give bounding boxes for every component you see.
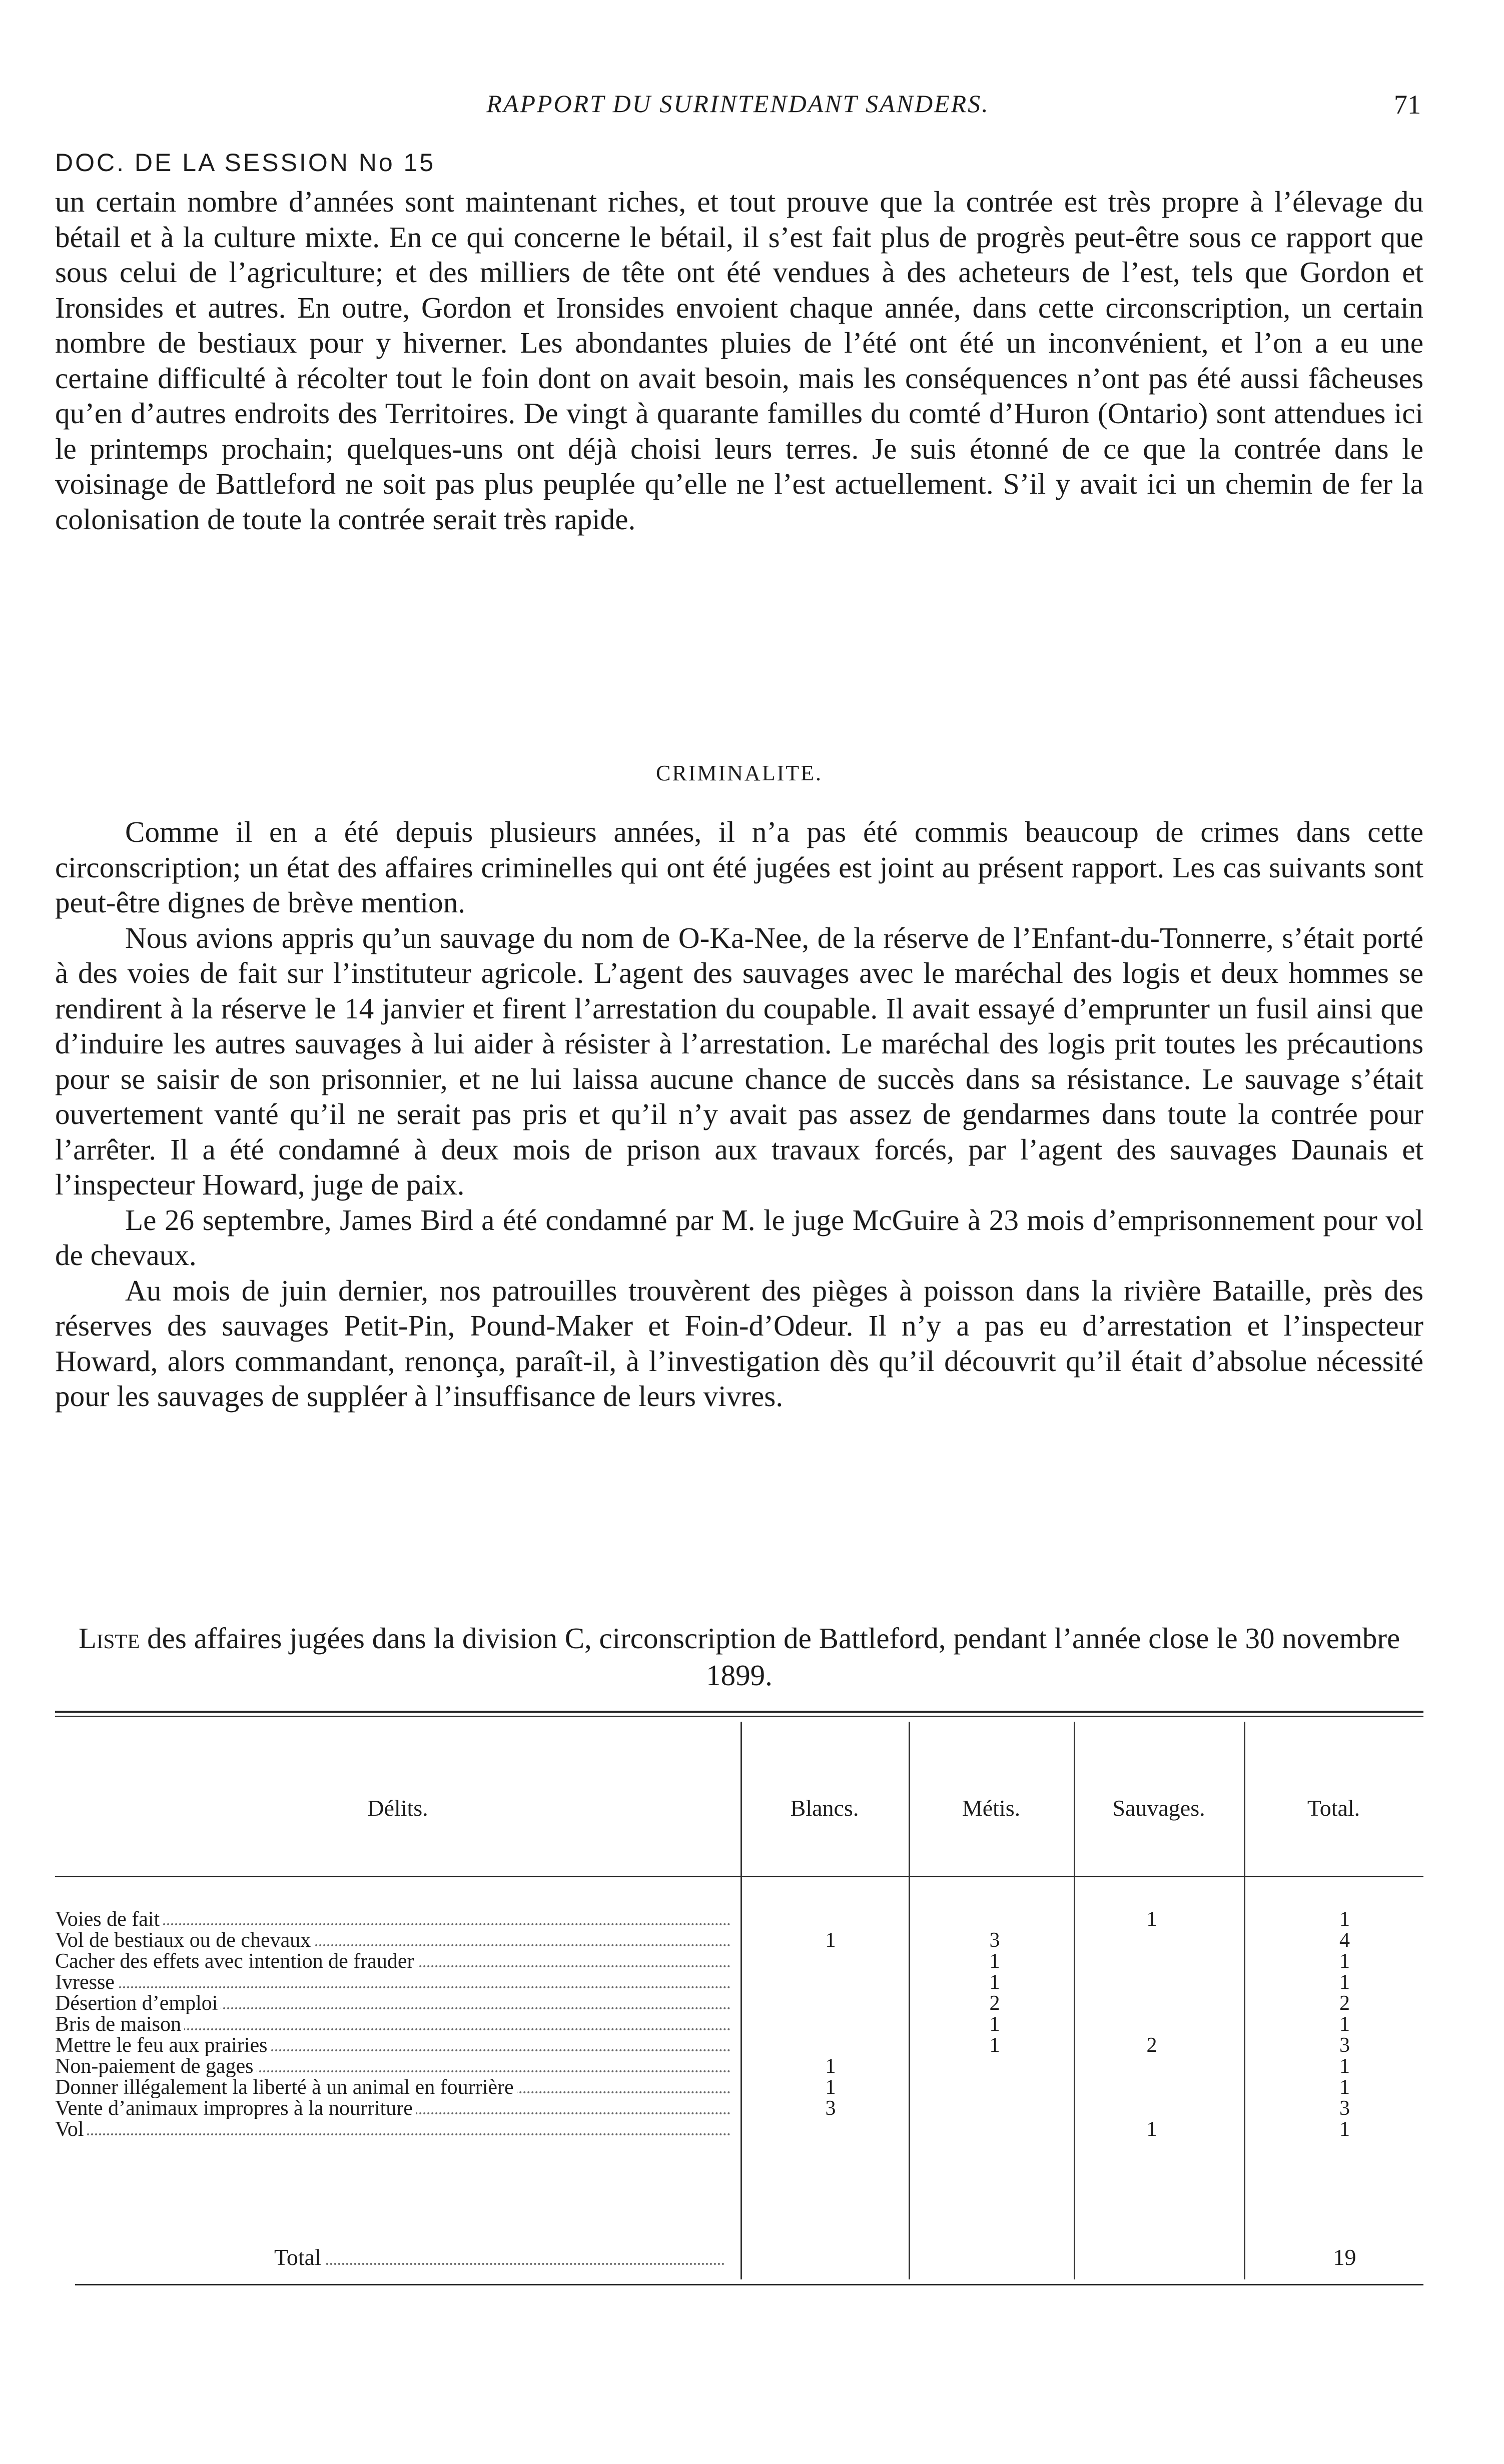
total-value: 19	[1333, 2244, 1356, 2270]
cell-total: 3	[1339, 2097, 1350, 2120]
cell-total: 1	[1339, 2118, 1350, 2141]
cell-blancs: 3	[825, 2097, 836, 2120]
criminalite-paragraph: Nous avions appris qu’un sauvage du nom de O-Ka-Nee, de la réserve de l’Enfant-du-Tonnerre, s’était porté à des voies de fait sur l’instituteur agricole. L’agent des sauvages avec le maréchal des logis et deux hommes se rendirent à la réserve le 14 janvier et firent l’arrestation du coupable. Il avait essayé d’emprunter un fusil ainsi que d’induire les autres sauvages à lui aider à résister à l’arrestation. Le maréchal des logis prit toutes les précautions pour se saisir de son prisonnier, et ne lui laissa aucune chance de succès dans sa résistance. Le sauvage s’était ouvertement vanté qu’il ne serait pas pris et qu’il n’y avait pas assez de gendarmes dans toute la contrée pour l’arrêter. Il a été condamné à deux mois de prison aux travaux forcés, par l’agent des sauvages Daunais et l’inspecteur Howard, juge de paix.	[55, 921, 1423, 1201]
cell-total: 1	[1339, 2076, 1350, 2099]
row-label: Vol	[55, 2119, 87, 2140]
criminalite-paragraph: Au mois de juin dernier, nos patrouilles trouvèrent des pièges à poisson dans la rivière Bataille, près des réserves des sauvages Petit-Pin, Pound-Maker et Foin-d’Odeur. Il n’y a pas eu d’arrestation et l’inspecteur Howard, alors commandant, renonça, paraît-il, à l’investigation dès qu’il découvrit qu’il était d’absolue nécessité pour les sauvages de suppléer à l’insuffisance de leurs vivres.	[55, 1274, 1423, 1413]
cell-metis: 1	[989, 1950, 1000, 1973]
row-label: Ivresse	[55, 1972, 118, 1993]
table-caption-rest: des affaires jugées dans la division C, circonscription de Battleford, pendant l’année close le 30 novembre 1899.	[140, 1622, 1400, 1692]
criminalite-text	[55, 814, 1423, 1414]
header-sauvages: Sauvages.	[1112, 1795, 1205, 1821]
table-body	[55, 1909, 1423, 2140]
table-caption-lead: Liste	[78, 1622, 140, 1655]
row-label: Vol de bestiaux ou de chevaux	[55, 1930, 314, 1951]
page-number: 71	[1394, 90, 1421, 120]
row-label: Vente d’animaux impropres à la nourriture	[55, 2098, 416, 2119]
session-label: DOC. DE LA SESSION No 15	[55, 149, 436, 177]
cell-metis: 1	[989, 1971, 1000, 1994]
cell-total: 1	[1339, 1950, 1350, 1973]
row-label: Bris de maison	[55, 2014, 184, 2035]
cell-blancs: 1	[825, 1929, 836, 1952]
cell-total: 1	[1339, 1971, 1350, 1994]
table-row	[55, 2098, 1423, 2119]
criminalite-paragraph: Le 26 septembre, James Bird a été condamné par M. le juge McGuire à 23 mois d’emprisonnement pour vol de chevaux.	[55, 1203, 1423, 1272]
table-row	[55, 2056, 1423, 2077]
intro-paragraph: un certain nombre d’années sont maintenant riches, et tout prouve que la contrée est très propre à l’élevage du bétail et à la culture mixte. En ce qui concerne le bétail, il s’est fait plus de progrès peut-être sous ce rapport que sous celui de l’agriculture; et des milliers de tête ont été vendues à des acheteurs de l’est, tels que Gordon et Ironsides et autres. En outre, Gordon et Ironsides envoient chaque année, dans cette circonscription, un certain nombre de bestiaux pour y hiverner. Les abondantes pluies de l’été ont été un inconvénient, et l’on a eu une certaine difficulté à récolter tout le foin dont on avait besoin, mais les conséquences n’ont pas été aussi fâcheuses qu’en d’autres endroits des Territoires. De vingt à quarante familles du comté d’Huron (Ontario) sont attendues ici le printemps prochain; quelques-uns ont déjà choisi leurs terres. Je suis étonné de ce que la contrée dans le voisinage de Battleford ne soit pas plus peuplée qu’elle ne l’est actuellement. S’il y avait ici un chemin de fer la colonisation de toute la contrée serait très rapide.	[55, 185, 1423, 536]
intro-text	[55, 184, 1423, 537]
cell-metis: 2	[989, 1992, 1000, 2015]
cell-blancs: 1	[825, 2055, 836, 2078]
total-label: Total	[274, 2244, 324, 2270]
header-total: Total.	[1307, 1795, 1360, 1821]
section-heading-criminalite: CRIMINALITE.	[656, 761, 823, 785]
cell-total: 4	[1339, 1929, 1350, 1952]
table-total-row	[55, 2244, 1423, 2269]
table-row	[55, 1930, 1423, 1951]
row-label: Donner illégalement la liberté à un animal en fourrière	[55, 2077, 517, 2098]
running-header	[55, 89, 1421, 129]
row-label: Non-paiement de gages	[55, 2056, 257, 2077]
cell-total: 1	[1339, 2055, 1350, 2078]
cell-total: 1	[1339, 1908, 1350, 1931]
row-label: Cacher des effets avec intention de frauder	[55, 1951, 417, 1972]
table-header-rule	[55, 1876, 1423, 1877]
header-delits: Délits.	[367, 1795, 428, 1821]
table-row	[55, 2035, 1423, 2056]
table-caption	[55, 1620, 1423, 1694]
table-top-rule	[55, 1711, 1423, 1713]
cell-metis: 1	[989, 2013, 1000, 2036]
table-row	[55, 1993, 1423, 2014]
table-row	[55, 1909, 1423, 1930]
cell-total: 2	[1339, 1992, 1350, 2015]
cases-table	[55, 1711, 1423, 2311]
cell-metis: 3	[989, 1929, 1000, 1952]
cell-sauvages: 1	[1146, 1908, 1157, 1931]
table-row	[55, 2077, 1423, 2098]
header-blancs: Blancs.	[790, 1795, 859, 1821]
cell-metis: 1	[989, 2034, 1000, 2057]
table-row	[55, 1972, 1423, 1993]
table-top-rule-thin	[55, 1716, 1423, 1717]
table-row	[55, 2014, 1423, 2035]
cell-sauvages: 1	[1146, 2118, 1157, 2141]
row-label: Désertion d’emploi	[55, 1993, 221, 2014]
cell-total: 1	[1339, 2013, 1350, 2036]
criminalite-paragraph: Comme il en a été depuis plusieurs années, il n’a pas été commis beaucoup de crimes dans cette circonscription; un état des affaires criminelles qui ont été jugées est joint au présent rapport. Les cas suivants sont peut-être dignes de brève mention.	[55, 815, 1423, 919]
cell-blancs: 1	[825, 2076, 836, 2099]
table-row	[55, 1951, 1423, 1972]
header-metis: Métis.	[962, 1795, 1021, 1821]
table-bottom-rule	[75, 2284, 1423, 2285]
running-title: RAPPORT DU SURINTENDANT SANDERS.	[486, 90, 990, 118]
row-label: Mettre le feu aux prairies	[55, 2035, 270, 2056]
row-label: Voies de fait	[55, 1909, 163, 1930]
cell-sauvages: 2	[1146, 2034, 1157, 2057]
table-row	[55, 2119, 1423, 2140]
cell-total: 3	[1339, 2034, 1350, 2057]
